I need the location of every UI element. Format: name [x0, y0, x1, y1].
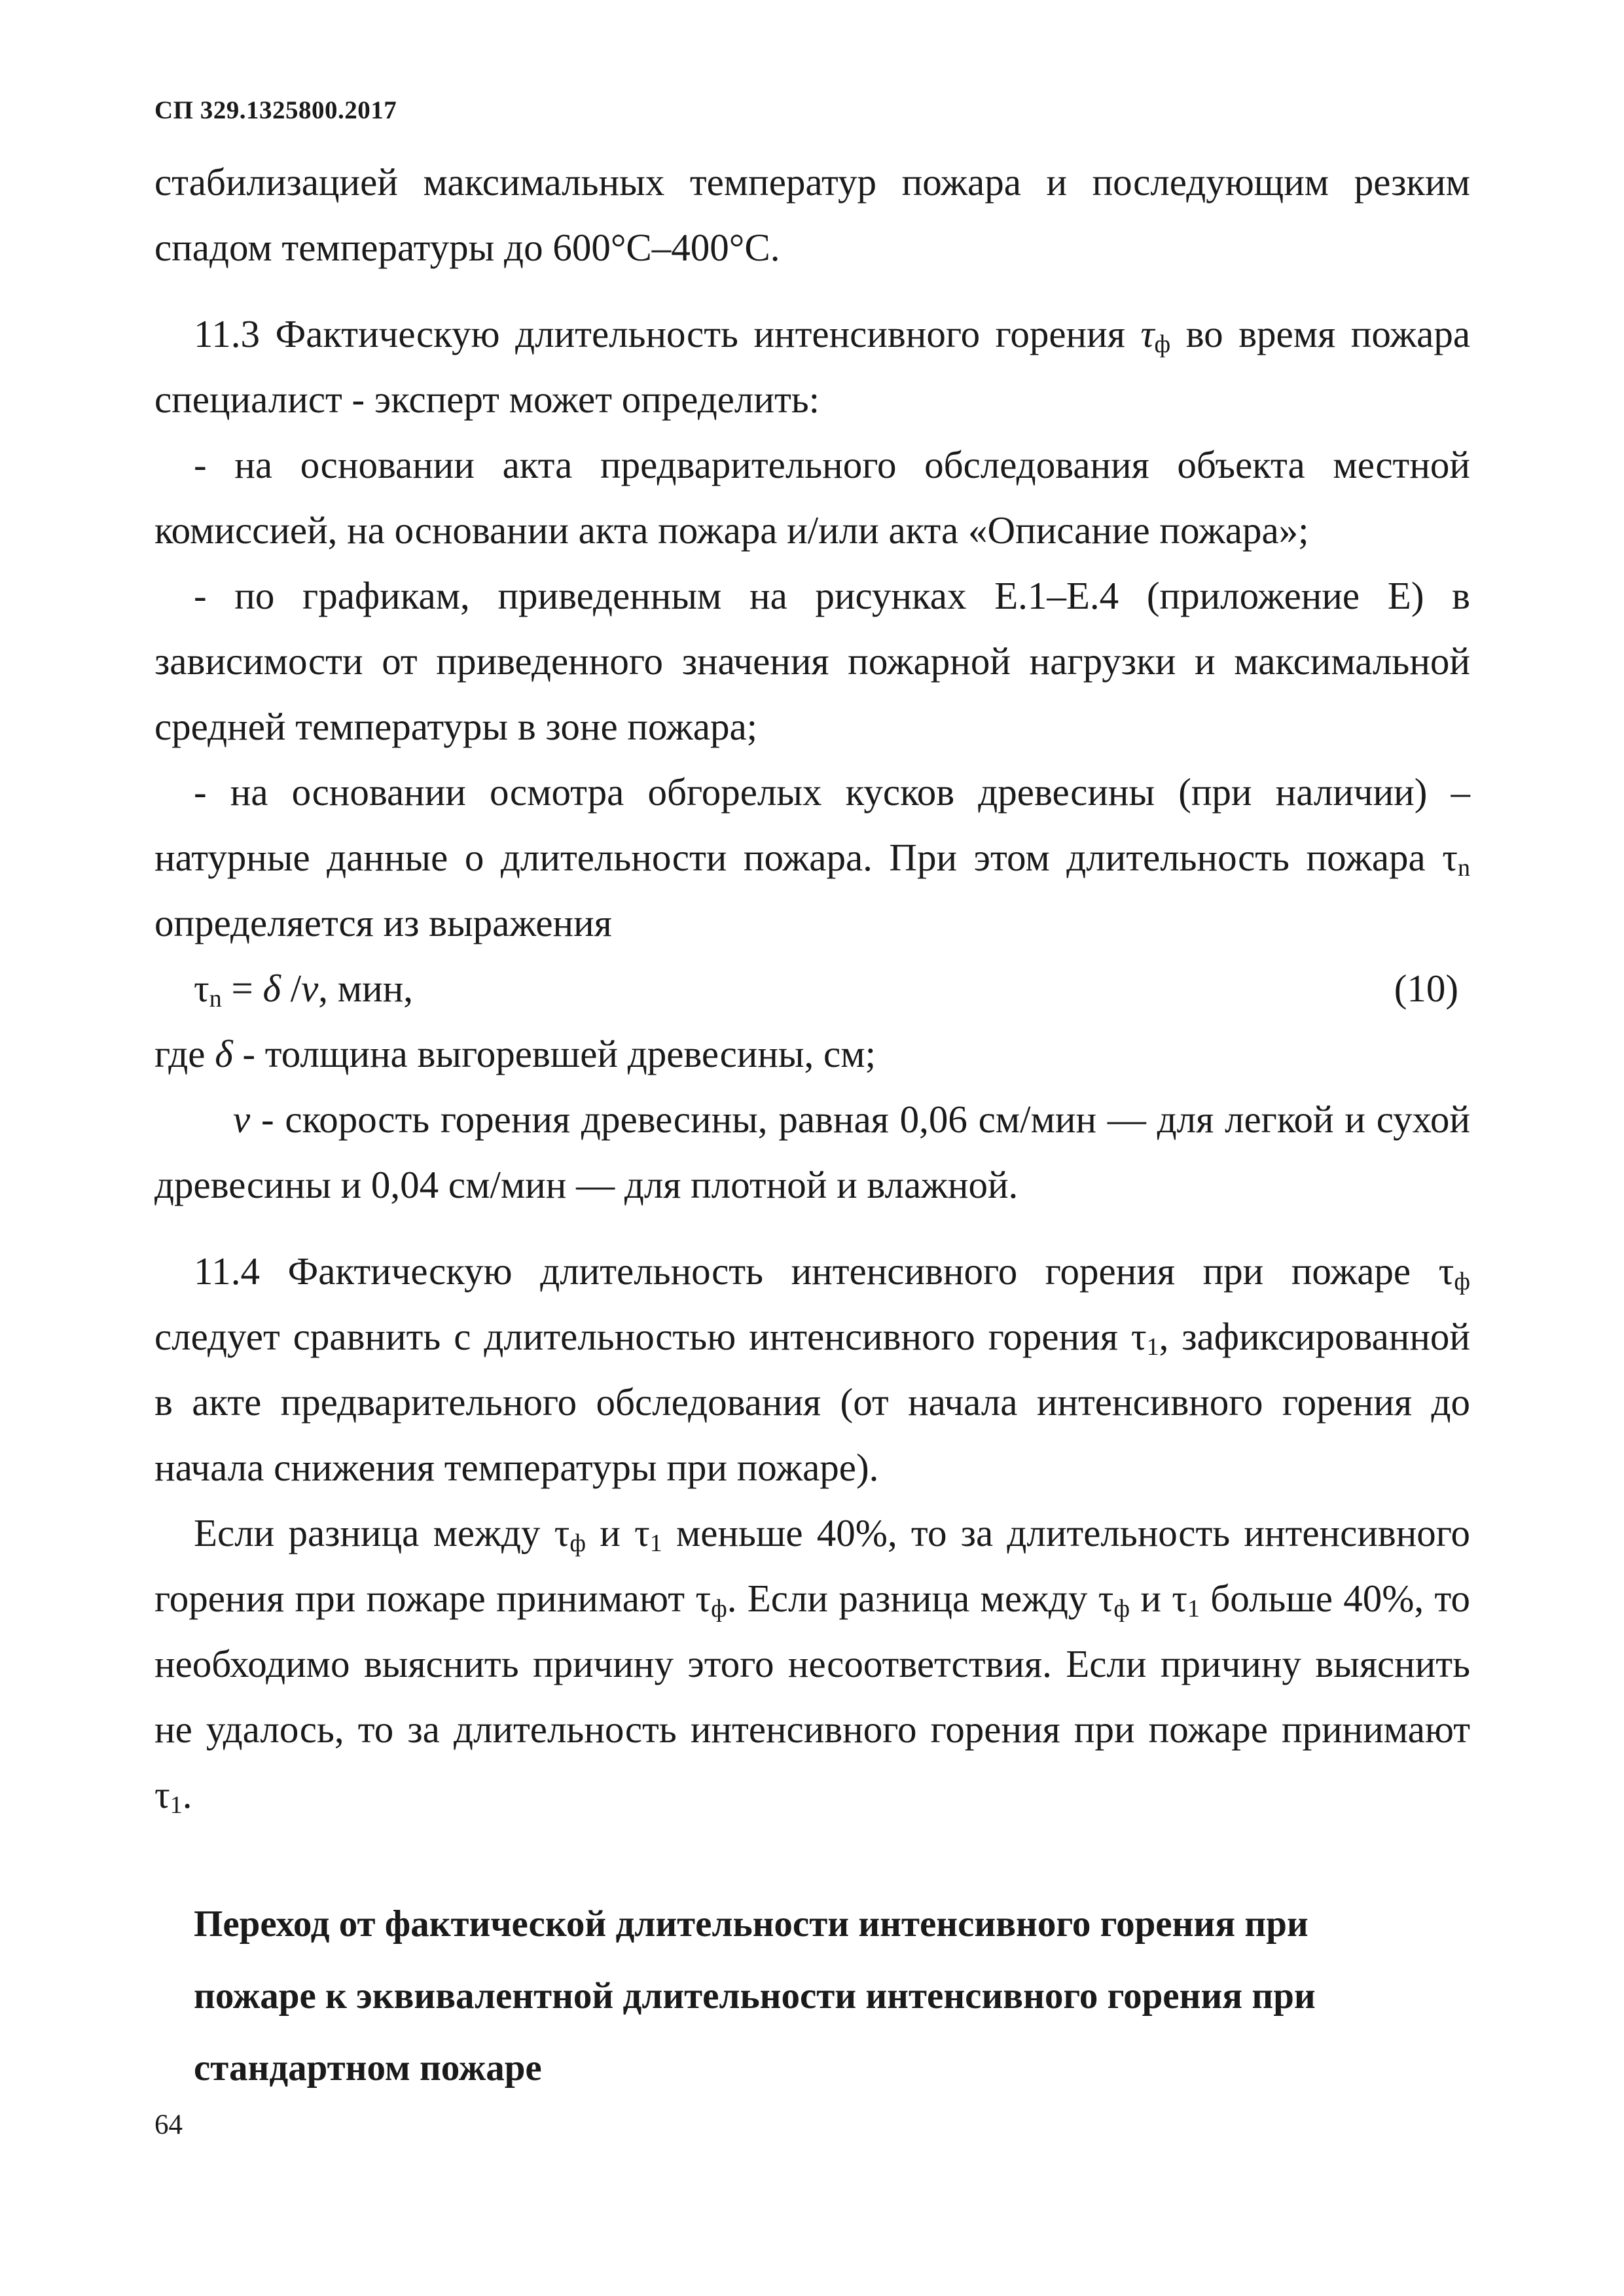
- document-code-header: СП 329.1325800.2017: [154, 96, 397, 124]
- heading-line: пожаре к эквивалентной длительности интенсивного горения при: [194, 1975, 1316, 2017]
- page-number: 64: [154, 2109, 183, 2140]
- heading-line: Переход от фактической длительности интенсивного горения при: [194, 1903, 1308, 1945]
- definition-v: v - скорость горения древесины, равная 0,06 см/мин — для легкой и сухой древесины и 0,04 см/мин — для плотной и влажной.: [154, 1098, 1470, 1206]
- formula-10: $\tau_n = \delta$ /v, мин, (10): [154, 956, 1470, 1021]
- definition-delta: где δ - толщина выгоревшей древесины, см;: [154, 1032, 876, 1075]
- body-text: [154, 149, 1470, 1827]
- formula-number: (10): [1394, 967, 1458, 1010]
- paragraph-11-4: 11.4 Фактическую длительность интенсивного горения при пожаре $\tau_ф$ следует сравнить с длительностью интенсивного горения $\tau_1$, зафиксированной в акте предварительного обследования (от начала интенсивного горения до начала снижения температуры при пожаре).: [154, 1249, 1470, 1489]
- paragraph-difference: Если разница между $\tau_ф$ и $\tau_1$ меньше 40%, то за длительность интенсивного горения при пожаре принимают $\tau_ф$. Если разница между $\tau_ф$ и $\tau_1$ больше 40%, то необходимо выяснить причину этого несоответствия. Если причину выяснить не удалось, то за длительность интенсивного горения при пожаре принимают $\tau_1$.: [154, 1511, 1471, 1819]
- list-item-wood-inspection: - на основании осмотра обгорелых кусков древесины (при наличии) – натурные данные о длительности пожара. При этом длительность пожара $\tau_n$ определяется из выражения: [154, 770, 1470, 944]
- paragraph-11-3: 11.3 Фактическую длительность интенсивного горения $\tau_ф$ во время пожара специалист - эксперт может определить:: [154, 312, 1471, 421]
- heading-line: стандартном пожаре: [194, 2047, 542, 2089]
- paragraph-continuation: стабилизацией максимальных температур пожара и последующим резким спадом температуры до 600°С–400°С.: [154, 160, 1470, 269]
- list-item-graphs: - по графикам, приведенным на рисунках Е.1–Е.4 (приложение Е) в зависимости от приведенного значения пожарной нагрузки и максимальной средней температуры в зоне пожара;: [154, 574, 1470, 748]
- list-item-inspection-act: - на основании акта предварительного обследования объекта местной комиссией, на основании акта пожара и/или акта «Описание пожара»;: [154, 443, 1470, 552]
- section-heading: [194, 1888, 1470, 2104]
